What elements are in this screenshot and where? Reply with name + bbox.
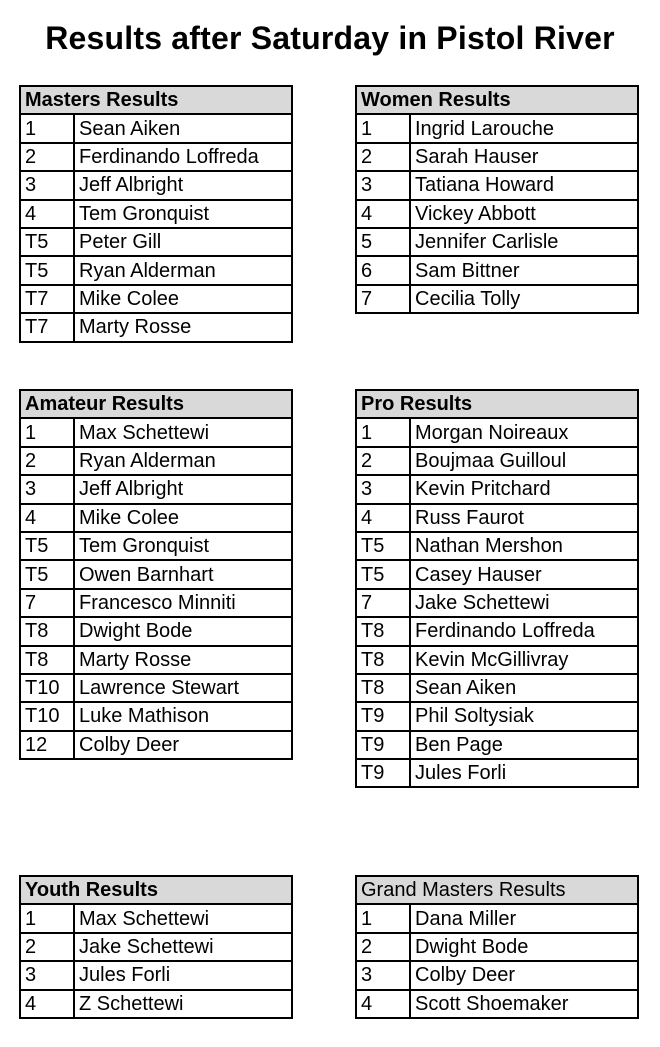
place-cell: 2 xyxy=(356,933,410,961)
name-cell: Sarah Hauser xyxy=(410,143,638,171)
name-cell: Mike Colee xyxy=(74,504,292,532)
place-cell: 7 xyxy=(20,589,74,617)
place-cell: 6 xyxy=(356,256,410,284)
table-row xyxy=(20,228,292,256)
table-row xyxy=(356,933,638,961)
table-row xyxy=(20,560,292,588)
table-row xyxy=(20,990,292,1018)
place-cell: 4 xyxy=(356,200,410,228)
amateur-results-table xyxy=(19,389,293,760)
table-row xyxy=(356,200,638,228)
place-cell: 3 xyxy=(20,475,74,503)
table-row xyxy=(20,532,292,560)
table-row xyxy=(356,702,638,730)
name-cell: Dwight Bode xyxy=(74,617,292,645)
place-cell: 4 xyxy=(356,990,410,1018)
name-cell: Jeff Albright xyxy=(74,475,292,503)
table-row xyxy=(356,504,638,532)
place-cell: 4 xyxy=(356,504,410,532)
place-cell: 12 xyxy=(20,731,74,759)
place-cell: T5 xyxy=(20,532,74,560)
name-cell: Max Schettewi xyxy=(74,904,292,932)
name-cell: Cecilia Tolly xyxy=(410,285,638,313)
table-row xyxy=(356,143,638,171)
table-row xyxy=(20,702,292,730)
table-row xyxy=(20,447,292,475)
place-cell: 4 xyxy=(20,990,74,1018)
table-row xyxy=(20,313,292,341)
place-cell: T9 xyxy=(356,731,410,759)
table-heading: Masters Results xyxy=(20,86,292,114)
table-heading: Amateur Results xyxy=(20,390,292,418)
table-row xyxy=(20,617,292,645)
name-cell: Russ Faurot xyxy=(410,504,638,532)
table-row xyxy=(356,228,638,256)
table-row xyxy=(356,560,638,588)
name-cell: Ingrid Larouche xyxy=(410,114,638,142)
name-cell: Lawrence Stewart xyxy=(74,674,292,702)
name-cell: Jules Forli xyxy=(74,961,292,989)
name-cell: Casey Hauser xyxy=(410,560,638,588)
name-cell: Marty Rosse xyxy=(74,646,292,674)
name-cell: Sean Aiken xyxy=(410,674,638,702)
name-cell: Dwight Bode xyxy=(410,933,638,961)
name-cell: Jennifer Carlisle xyxy=(410,228,638,256)
women-results-table xyxy=(355,85,639,314)
name-cell: Owen Barnhart xyxy=(74,560,292,588)
table-row xyxy=(20,933,292,961)
place-cell: 2 xyxy=(356,143,410,171)
name-cell: Morgan Noireaux xyxy=(410,418,638,446)
table-row xyxy=(356,447,638,475)
place-cell: 7 xyxy=(356,285,410,313)
place-cell: T5 xyxy=(20,228,74,256)
name-cell: Jake Schettewi xyxy=(74,933,292,961)
table-row xyxy=(20,171,292,199)
name-cell: Z Schettewi xyxy=(74,990,292,1018)
place-cell: 1 xyxy=(20,904,74,932)
place-cell: 1 xyxy=(356,418,410,446)
name-cell: Scott Shoemaker xyxy=(410,990,638,1018)
name-cell: Vickey Abbott xyxy=(410,200,638,228)
place-cell: T10 xyxy=(20,702,74,730)
name-cell: Peter Gill xyxy=(74,228,292,256)
table-row xyxy=(356,171,638,199)
place-cell: 2 xyxy=(20,447,74,475)
place-cell: 4 xyxy=(20,200,74,228)
name-cell: Ben Page xyxy=(410,731,638,759)
table-row xyxy=(20,504,292,532)
table-row xyxy=(20,731,292,759)
table-heading: Grand Masters Results xyxy=(356,876,638,904)
place-cell: T9 xyxy=(356,759,410,787)
name-cell: Ryan Alderman xyxy=(74,447,292,475)
table-row xyxy=(356,617,638,645)
table-row xyxy=(356,731,638,759)
name-cell: Max Schettewi xyxy=(74,418,292,446)
place-cell: T9 xyxy=(356,702,410,730)
table-row xyxy=(20,589,292,617)
place-cell: T5 xyxy=(356,532,410,560)
place-cell: 2 xyxy=(20,933,74,961)
name-cell: Sam Bittner xyxy=(410,256,638,284)
table-heading: Women Results xyxy=(356,86,638,114)
name-cell: Colby Deer xyxy=(410,961,638,989)
place-cell: 3 xyxy=(356,961,410,989)
table-row xyxy=(20,904,292,932)
table-heading: Pro Results xyxy=(356,390,638,418)
name-cell: Sean Aiken xyxy=(74,114,292,142)
table-row xyxy=(20,285,292,313)
place-cell: T8 xyxy=(356,617,410,645)
place-cell: 3 xyxy=(20,171,74,199)
table-row xyxy=(356,589,638,617)
table-row xyxy=(356,961,638,989)
name-cell: Jake Schettewi xyxy=(410,589,638,617)
place-cell: 4 xyxy=(20,504,74,532)
place-cell: 2 xyxy=(20,143,74,171)
table-row xyxy=(20,646,292,674)
table-row xyxy=(20,674,292,702)
place-cell: T7 xyxy=(20,313,74,341)
place-cell: T10 xyxy=(20,674,74,702)
name-cell: Nathan Mershon xyxy=(410,532,638,560)
table-row xyxy=(356,418,638,446)
table-row xyxy=(20,143,292,171)
table-row xyxy=(356,532,638,560)
place-cell: T8 xyxy=(20,617,74,645)
table-row xyxy=(20,418,292,446)
place-cell: T5 xyxy=(356,560,410,588)
table-row xyxy=(356,990,638,1018)
page-title: Results after Saturday in Pistol River xyxy=(45,20,615,56)
place-cell: T8 xyxy=(20,646,74,674)
place-cell: T5 xyxy=(20,560,74,588)
masters-results-table xyxy=(19,85,293,343)
table-row xyxy=(20,200,292,228)
place-cell: 3 xyxy=(356,475,410,503)
name-cell: Jules Forli xyxy=(410,759,638,787)
place-cell: 1 xyxy=(356,114,410,142)
name-cell: Kevin Pritchard xyxy=(410,475,638,503)
youth-results-table xyxy=(19,875,293,1019)
name-cell: Ryan Alderman xyxy=(74,256,292,284)
place-cell: 2 xyxy=(356,447,410,475)
name-cell: Ferdinando Loffreda xyxy=(410,617,638,645)
place-cell: 3 xyxy=(356,171,410,199)
name-cell: Colby Deer xyxy=(74,731,292,759)
table-row xyxy=(356,904,638,932)
name-cell: Marty Rosse xyxy=(74,313,292,341)
name-cell: Kevin McGillivray xyxy=(410,646,638,674)
name-cell: Francesco Minniti xyxy=(74,589,292,617)
name-cell: Jeff Albright xyxy=(74,171,292,199)
table-row xyxy=(356,285,638,313)
place-cell: 5 xyxy=(356,228,410,256)
place-cell: 1 xyxy=(20,418,74,446)
name-cell: Dana Miller xyxy=(410,904,638,932)
name-cell: Tatiana Howard xyxy=(410,171,638,199)
table-row xyxy=(356,759,638,787)
name-cell: Boujmaa Guilloul xyxy=(410,447,638,475)
table-row xyxy=(356,475,638,503)
name-cell: Phil Soltysiak xyxy=(410,702,638,730)
name-cell: Tem Gronquist xyxy=(74,532,292,560)
table-row xyxy=(356,256,638,284)
name-cell: Ferdinando Loffreda xyxy=(74,143,292,171)
table-row xyxy=(356,674,638,702)
place-cell: T7 xyxy=(20,285,74,313)
place-cell: T8 xyxy=(356,646,410,674)
place-cell: 3 xyxy=(20,961,74,989)
place-cell: 1 xyxy=(356,904,410,932)
table-row xyxy=(20,256,292,284)
name-cell: Luke Mathison xyxy=(74,702,292,730)
place-cell: T8 xyxy=(356,674,410,702)
table-row xyxy=(20,114,292,142)
grand-masters-results-table xyxy=(355,875,639,1019)
place-cell: T5 xyxy=(20,256,74,284)
table-row xyxy=(20,961,292,989)
name-cell: Mike Colee xyxy=(74,285,292,313)
name-cell: Tem Gronquist xyxy=(74,200,292,228)
table-row xyxy=(356,646,638,674)
place-cell: 1 xyxy=(20,114,74,142)
table-heading: Youth Results xyxy=(20,876,292,904)
pro-results-table xyxy=(355,389,639,788)
table-row xyxy=(356,114,638,142)
place-cell: 7 xyxy=(356,589,410,617)
table-row xyxy=(20,475,292,503)
